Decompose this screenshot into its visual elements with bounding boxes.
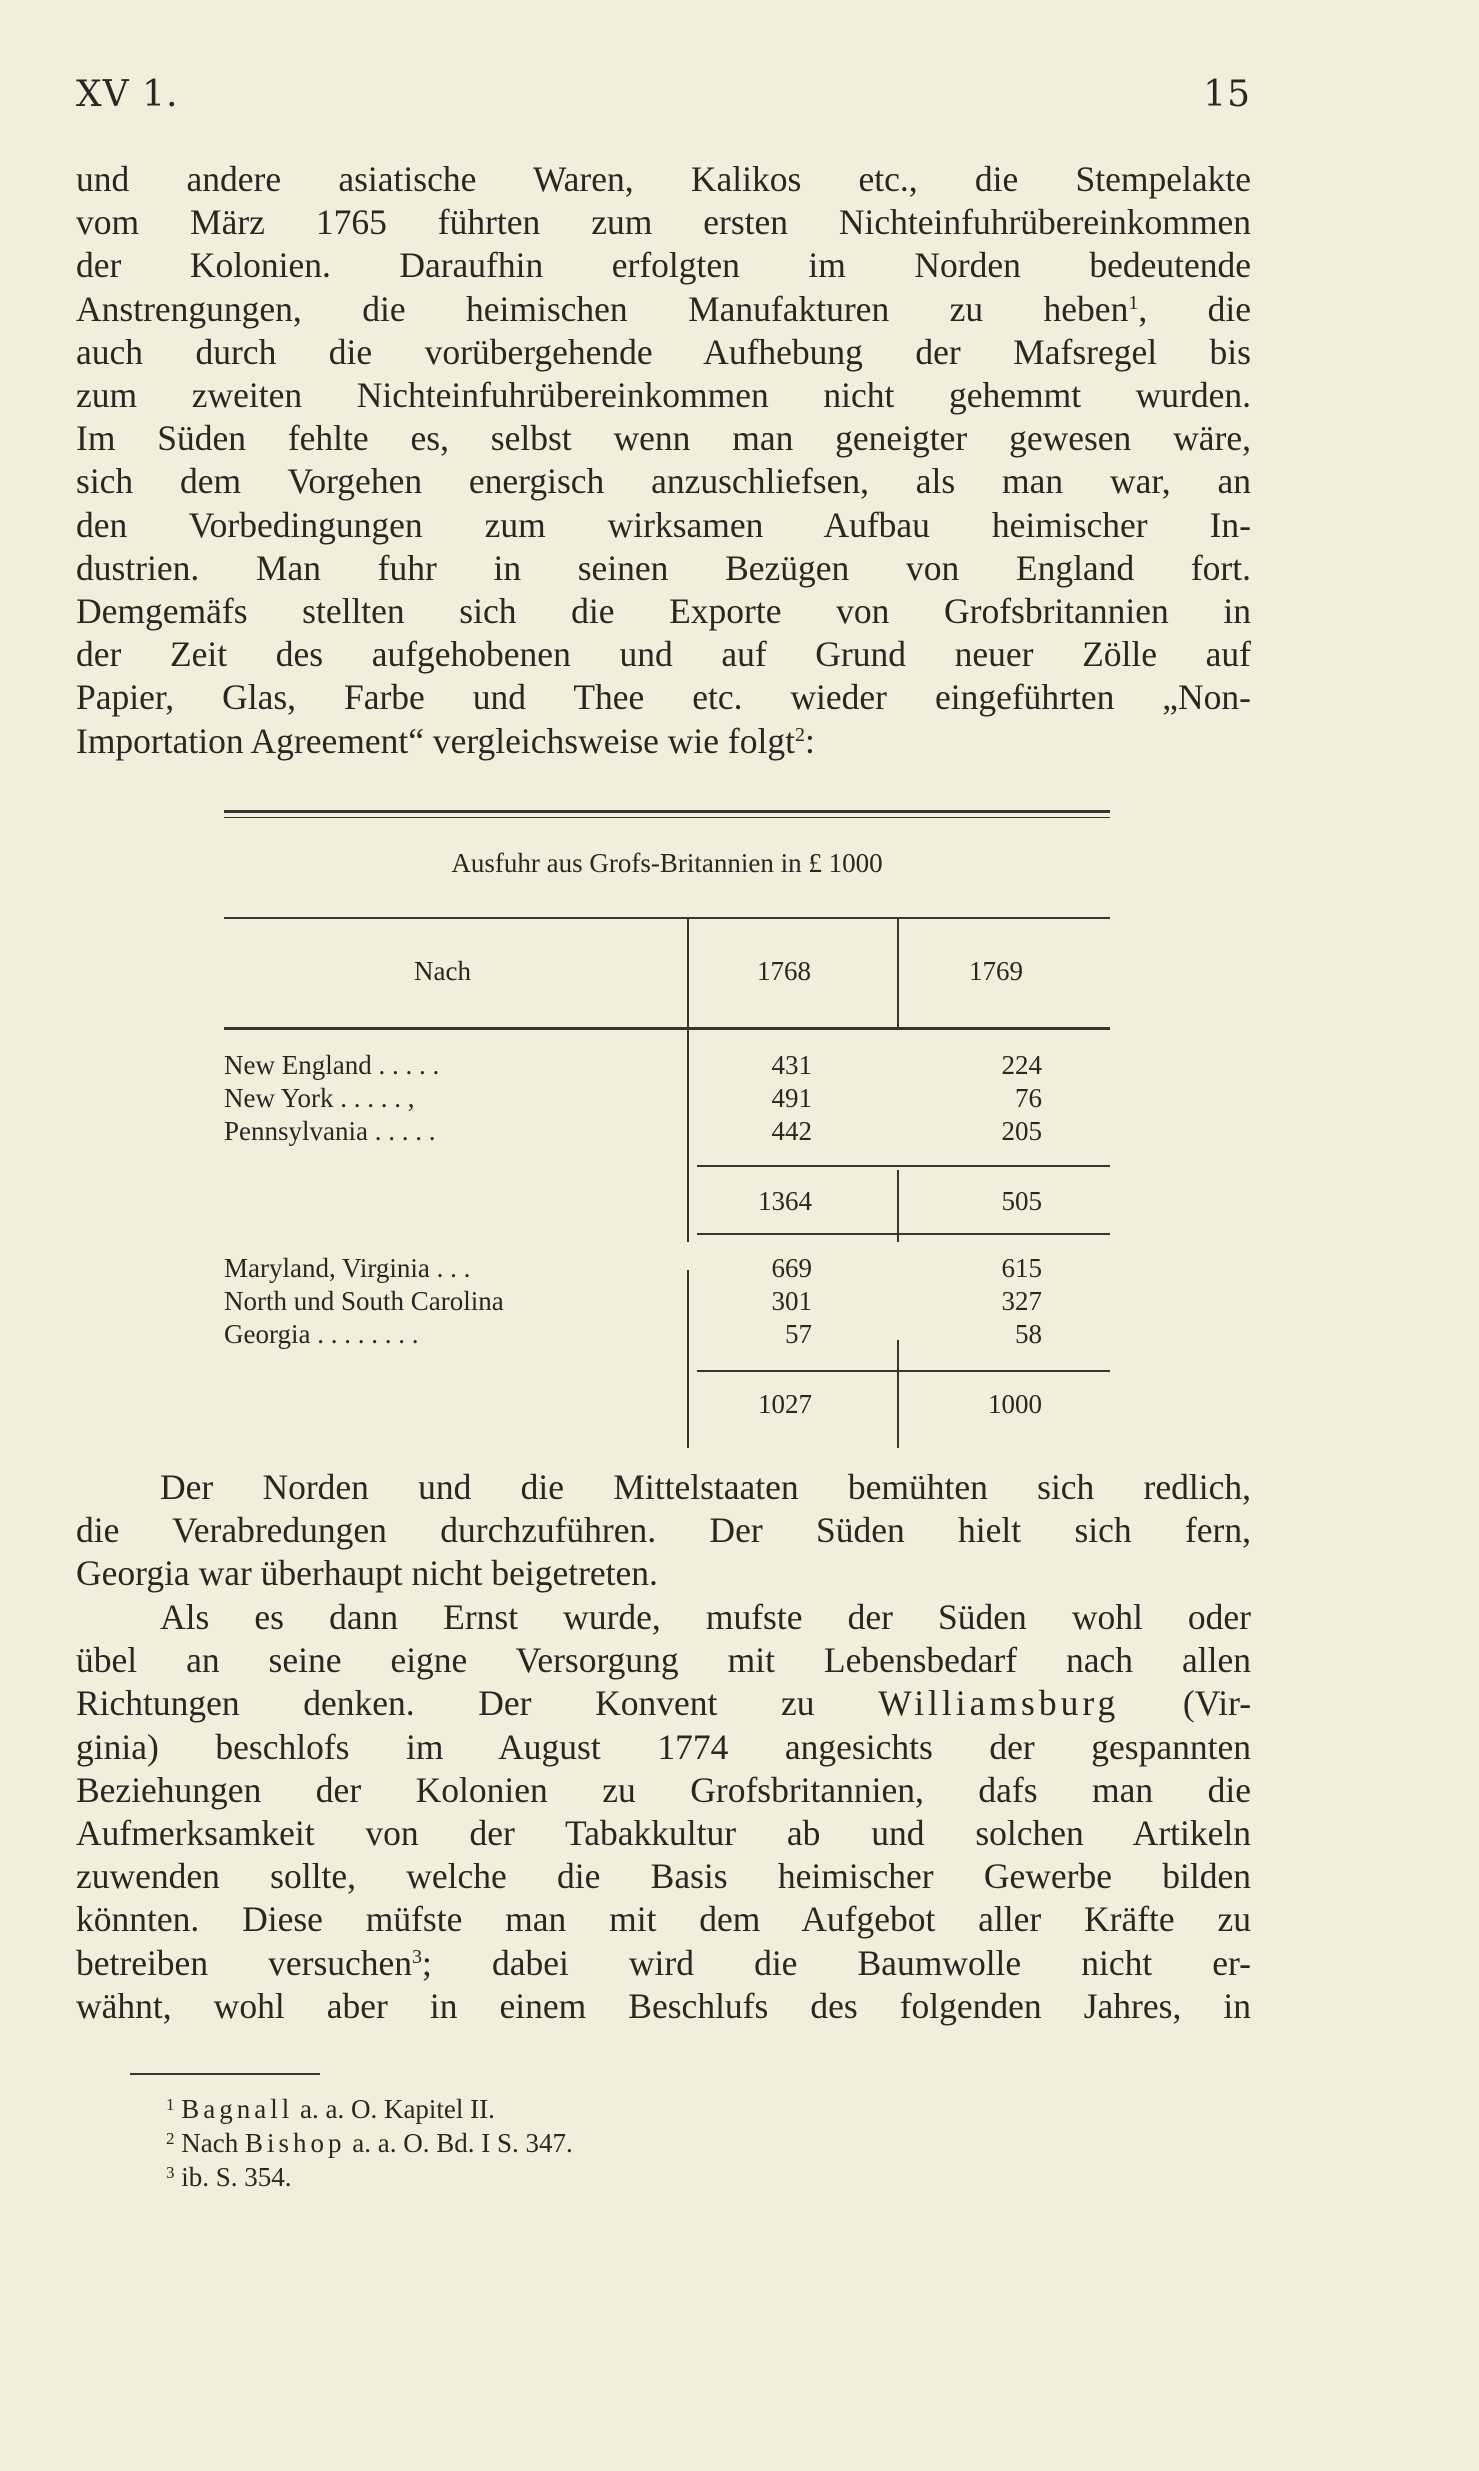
table-top-rule-thin (224, 817, 1110, 818)
paragraph-3 (76, 1596, 1251, 2028)
row-label: Georgia . . . . . . . . (224, 1319, 419, 1349)
text-line: Demgemäfs stellten sich die Exporte von Grofsbritannien in (76, 591, 1251, 632)
row-label: Pennsylvania . . . . . (224, 1116, 436, 1146)
footnote-author: ib. (181, 2162, 210, 2192)
table-caption: Ausfuhr aus Grofs-Britannien in £ 1000 (451, 848, 883, 878)
text-line: und andere asiatische Waren, Kalikos etc., die Stempelakte (76, 159, 1251, 199)
text-segment: , die (1138, 288, 1251, 329)
cell-value: 431 (771, 1050, 812, 1080)
cell-value: 57 (785, 1319, 812, 1349)
header-top-rule (224, 917, 1110, 919)
text-line: Beziehungen der Kolonien zu Grofsbritannien, dafs man die (76, 1769, 1251, 1810)
text-line: die Verabredungen durchzuführen. Der Süden hielt sich fern, (76, 1510, 1251, 1551)
cell-value: 58 (1015, 1319, 1042, 1349)
column-header-1768: 1768 (757, 956, 811, 986)
footnote-2 (166, 2126, 573, 2160)
text-segment: : (804, 720, 815, 761)
cell-value: 76 (1015, 1083, 1042, 1113)
cell-value: 301 (771, 1286, 812, 1316)
footnote-ref[interactable]: 2 (794, 723, 805, 746)
text-line: wähnt, wohl aber in einem Beschlufs des folgenden Jahres, in (76, 1985, 1251, 2026)
cell-value: 669 (771, 1253, 812, 1283)
footnote-text: a. a. O. Kapitel II. (299, 2094, 495, 2124)
footnote-text: Nach (181, 2128, 239, 2158)
footnote-ref[interactable]: 3 (412, 1945, 423, 1968)
footnotes (166, 2092, 573, 2194)
subtotal-value: 1027 (758, 1389, 812, 1419)
place-name: Williamsburg (878, 1683, 1120, 1724)
cell-value: 224 (1001, 1050, 1042, 1080)
text-line: Georgia war überhaupt nicht beigetreten. (76, 1553, 658, 1594)
text-line (76, 1682, 1251, 1725)
text-line: Aufmerksamkeit von der Tabakkultur ab und solchen Artikeln (76, 1813, 1251, 1854)
text-segment: Importation Agreement“ vergleichsweise wie folgt (76, 720, 795, 761)
cell-value: 327 (1001, 1286, 1042, 1316)
subtotal-value: 1364 (758, 1186, 812, 1216)
section-label: XV 1. (76, 74, 179, 115)
column-divider-2 (897, 917, 899, 1027)
text-line: ginia) beschlofs im August 1774 angesichts der gespannten (76, 1726, 1251, 1767)
text-segment: (Vir- (1182, 1683, 1252, 1724)
paragraph-2 (76, 1466, 1251, 1596)
footnote-author: Bagnall (181, 2094, 294, 2124)
text-line: könnten. Diese müfste man mit dem Aufgebot aller Kräfte zu (76, 1899, 1251, 1940)
text-line: zuwenden sollte, welche die Basis heimischer Gewerbe bilden (76, 1856, 1251, 1897)
column-divider-1 (687, 917, 689, 1242)
footnote-3 (166, 2160, 573, 2194)
cell-value: 491 (771, 1083, 812, 1113)
text-line (76, 288, 1251, 331)
row-label: New York . . . . . , (224, 1083, 415, 1113)
footnote-author: Bishop (244, 2128, 346, 2158)
footnote-number: 2 (166, 2129, 175, 2148)
page-number: 15 (1203, 74, 1251, 115)
header-bottom-rule (224, 1027, 1110, 1030)
footnote-1 (166, 2092, 573, 2126)
text-segment: ; dabei wird die Baumwolle nicht er- (422, 1942, 1251, 1983)
paragraph-1 (76, 158, 1251, 763)
column-header-nach: Nach (414, 956, 471, 986)
column-header-1769: 1769 (969, 956, 1023, 986)
row-label: Maryland, Virginia . . . (224, 1253, 471, 1283)
cell-value: 205 (1001, 1116, 1042, 1146)
column-divider-1b (687, 1270, 689, 1448)
text-line: der Zeit des aufgehobenen und auf Grund neuer Zölle auf (76, 634, 1251, 675)
footnote-separator (130, 2073, 320, 2075)
column-divider-2b (897, 1170, 899, 1242)
footnote-text: a. a. O. Bd. I S. 347. (352, 2128, 573, 2158)
text-line: dustrien. Man fuhr in seinen Bezügen von England fort. (76, 547, 1251, 588)
table-top-rule (224, 810, 1110, 813)
text-line (76, 720, 1251, 763)
text-line (76, 1942, 1251, 1985)
text-line: Papier, Glas, Farbe und Thee etc. wieder eingeführten „Non- (76, 677, 1251, 718)
row-label: New England . . . . . (224, 1050, 440, 1080)
subtotal-value: 505 (1001, 1186, 1042, 1216)
subtotal-rule (697, 1233, 1110, 1235)
text-line: der Kolonien. Daraufhin erfolgten im Norden bedeutende (76, 245, 1251, 286)
row-label: North und South Carolina (224, 1286, 504, 1316)
cell-value: 442 (771, 1116, 812, 1146)
text-line: den Vorbedingungen zum wirksamen Aufbau heimischer In- (76, 504, 1251, 545)
text-line: vom März 1765 führten zum ersten Nichteinfuhrübereinkommen (76, 202, 1251, 243)
subtotal-rule (697, 1165, 1110, 1167)
subtotal-value: 1000 (988, 1389, 1042, 1419)
text-line: übel an seine eigne Versorgung mit Lebensbedarf nach allen (76, 1640, 1251, 1681)
footnote-text: S. 354. (215, 2162, 292, 2192)
column-divider-2c (897, 1340, 899, 1448)
text-line: zum zweiten Nichteinfuhrübereinkommen nicht gehemmt wurden. (76, 375, 1251, 416)
footnote-ref[interactable]: 1 (1128, 291, 1139, 314)
footnote-number: 3 (166, 2163, 175, 2182)
text-line: auch durch die vorübergehende Aufhebung der Mafsregel bis (76, 331, 1251, 372)
text-line: Der Norden und die Mittelstaaten bemühten sich redlich, (160, 1467, 1251, 1507)
cell-value: 615 (1001, 1253, 1042, 1283)
subtotal-rule (697, 1370, 1110, 1372)
text-segment: Richtungen denken. Der Konvent zu (76, 1683, 815, 1724)
text-line: Als es dann Ernst wurde, mufste der Süden wohl oder (160, 1597, 1251, 1637)
text-line: sich dem Vorgehen energisch anzuschliefsen, als man war, an (76, 461, 1251, 502)
text-segment: Anstrengungen, die heimischen Manufakturen zu heben (76, 288, 1129, 329)
text-segment: betreiben versuchen (76, 1942, 413, 1983)
footnote-number: 1 (166, 2095, 175, 2114)
text-line: Im Süden fehlte es, selbst wenn man geneigter gewesen wäre, (76, 418, 1251, 459)
